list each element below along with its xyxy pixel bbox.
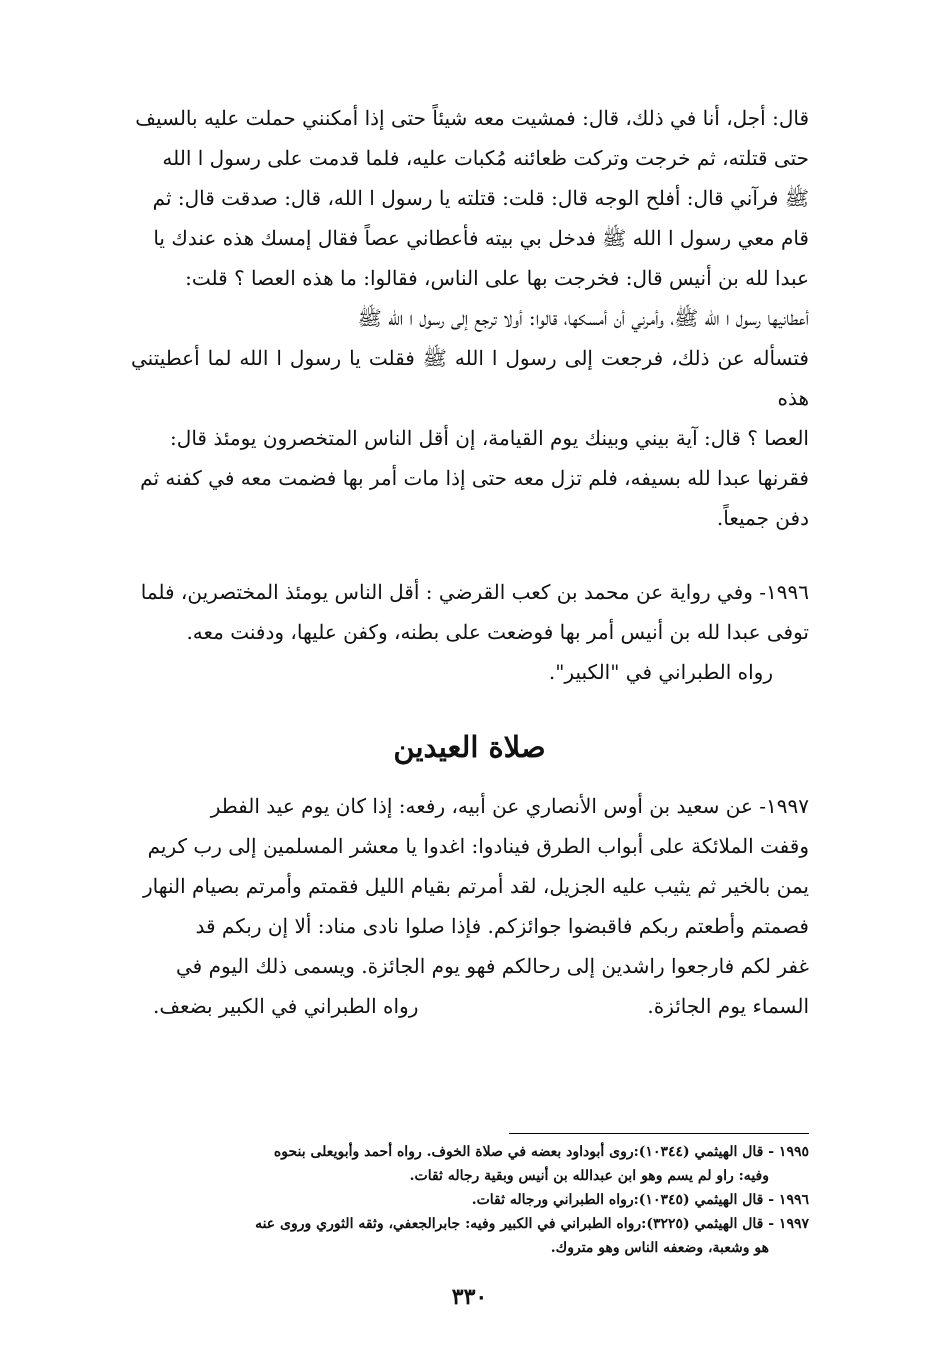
text-line: وقفت الملائكة على أبواب الطرق فينادوا: اغدوا يا معشر المسلمين إلى رب كريم [147,834,809,858]
paragraph-hadith-1997 [131,786,809,1026]
text-line: أعطانيها رسول ا الله ﷺ، وأمرني أن أمسكها، قالوا: أولا ترجع إلى رسول ا الله ﷺ [357,306,809,330]
hadith-source: رواه الطبراني في الكبير بضعف. [153,994,419,1018]
page-number: ٣٣٠ [451,1284,488,1310]
text-line: حتى قتلته، ثم خرجت وتركت ظعائنه مُكبات عليه، فلما قدمت على رسول ا الله [162,146,809,170]
text-line: عبدا لله بن أنيس قال: فخرجت بها على الناس، فقالوا: ما هذه العصا ؟ قلت: [185,266,809,290]
text-line: دفن جميعاً. [716,506,809,530]
hadith-source: رواه الطبراني في "الكبير". [548,660,773,684]
paragraph-hadith-1996 [131,572,809,692]
footnote-line: ١٩٩٧ - قال الهيثمي (٣٢٢٥):رواه الطبراني في الكبير وفيه: جابرالجعفي، وثقه الثوري وروى عنه [255,1216,809,1232]
text-line: توفى عبدا لله بن أنيس أمر بها فوضعت على بطنه، وكفن عليها، ودفنت معه. [186,620,809,644]
footnote-line: هو وشعبة، وضعفه الناس وهو متروك. [550,1240,769,1256]
footnote-line: ١٩٩٦ - قال الهيثمي (١٠٣٤٥):رواه الطبراني ورجاله ثقات. [471,1192,809,1208]
section-heading: صلاة العيدين [393,730,546,764]
text-line: قال: أجل، أنا في ذلك، قال: فمشيت معه شيئاً حتى إذا أمكنني حملت عليه بالسيف [135,106,809,130]
footnotes [131,1140,809,1260]
footnote-line: ١٩٩٥ - قال الهيثمي (١٠٣٤٤):روى أبوداود بعضه في صلاة الخوف. رواه أحمد وأبويعلى بنحوه [273,1144,809,1160]
footnote-divider [509,1133,809,1134]
footnote-line: وفيه: راو لم يسم وهو ابن عبدالله بن أنيس وبقية رجاله ثقات. [409,1168,769,1184]
text-line: ﷺ فرآني قال: أفلح الوجه قال: قلت: قتلته يا رسول ا الله، قال: صدقت قال: ثم [152,186,809,210]
text-line: فصمتم وأطعتم ربكم فاقبضوا جوائزكم. فإذا صلوا نادى مناد: ألا إن ربكم قد [195,914,809,938]
text-line: العصا ؟ قال: آية بيني وبينك يوم القيامة، إن أقل الناس المتخصرون يومئذ قال: [170,426,809,450]
text-line: يمن بالخير ثم يثيب عليه الجزيل، لقد أمرتم بقيام الليل فقمتم وأمرتم بصيام النهار [142,874,809,898]
text-line: فتسأله عن ذلك، فرجعت إلى رسول ا الله ﷺ فقلت يا رسول ا الله لما أعطيتني هذه [131,346,809,410]
paragraph-hadith-1995 [131,98,809,538]
text-line: غفر لكم فارجعوا راشدين إلى رحالكم فهو يوم الجائزة. ويسمى ذلك اليوم في [176,954,809,978]
text-line-with-source [131,986,809,1026]
text-line: قام معي رسول ا الله ﷺ فدخل بي بيته فأعطاني عصاً فقال إمسك هذه عندك يا [153,226,809,250]
text-line: ١٩٩٧- عن سعيد بن أوس الأنصاري عن أبيه، رفعه: إذا كان يوم عيد الفطر [210,794,809,818]
text-line: السماء يوم الجائزة. [647,994,809,1018]
text-line: ١٩٩٦- وفي رواية عن محمد بن كعب القرضي : أقل الناس يومئذ المختصرين، فلما [140,580,809,604]
text-line: فقرنها عبدا لله بسيفه، فلم تزل معه حتى إذا مات أمر بها فضمت معه في كفنه ثم [140,466,809,490]
